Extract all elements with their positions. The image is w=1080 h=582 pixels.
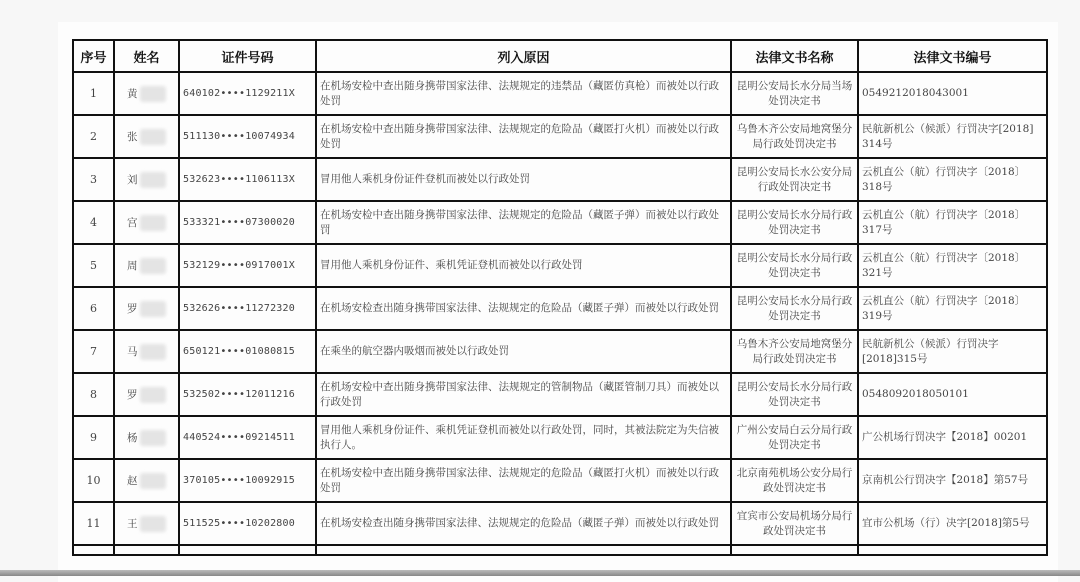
legal-document-name-text: 昆明公安局长水分局行政处罚决定书 — [736, 294, 853, 322]
table-row-partial — [73, 545, 1047, 555]
row-number — [73, 373, 114, 416]
id-number-text: 532626••••11272320 — [183, 303, 295, 314]
listing-reason-text: 在机场安检中查出随身携带国家法律、法规规定的危险品（藏匿打火机）而被处以行政处罚 — [320, 466, 719, 494]
page-edge-shadow — [0, 570, 1080, 576]
legal-document-number-text: 广公机场行罚决字【2018】00201 — [862, 431, 1028, 443]
table-row — [73, 330, 1047, 373]
person-name — [114, 72, 179, 115]
table-row — [73, 287, 1047, 330]
person-name-text: 王 — [127, 517, 138, 530]
id-number-text: 532129••••0917001X — [183, 260, 295, 271]
legal-document-name — [731, 416, 858, 459]
legal-document-name — [731, 330, 858, 373]
listing-reason — [316, 502, 731, 545]
legal-document-number — [858, 416, 1047, 459]
listing-reason-text: 在机场安检查出随身携带国家法律、法规规定的危险品（藏匿子弹）而被处以行政处罚 — [320, 302, 719, 314]
redaction-blur — [140, 516, 166, 532]
table-row — [73, 373, 1047, 416]
legal-document-name-text: 乌鲁木齐公安局地窝堡分局行政处罚决定书 — [736, 122, 853, 150]
row-number — [73, 330, 114, 373]
redaction-blur — [140, 344, 166, 360]
person-name-text: 赵 — [127, 474, 138, 487]
id-number-text: 370105••••10092915 — [183, 475, 295, 486]
person-name — [114, 115, 179, 158]
legal-document-number — [858, 244, 1047, 287]
legal-document-name-text: 昆明公安局长水分局当场处罚决定书 — [736, 79, 853, 107]
legal-document-number-text: 云机直公（航）行罚决字〔2018〕317号 — [862, 208, 1026, 236]
listing-reason-text: 在机场安检中查出随身携带国家法律、法规规定的危险品（藏匿打火机）而被处以行政处罚 — [320, 122, 719, 150]
person-name-text: 马 — [127, 345, 138, 358]
legal-document-number — [858, 72, 1047, 115]
table-header-row — [73, 40, 1047, 72]
listing-reason — [316, 158, 731, 201]
row-number-text: 11 — [86, 517, 101, 530]
table-row — [73, 201, 1047, 244]
redaction-blur — [140, 129, 166, 145]
listing-reason — [316, 287, 731, 330]
empty-cell — [73, 545, 114, 555]
row-number-text: 9 — [90, 431, 97, 444]
row-number — [73, 158, 114, 201]
id-number-text: 511525••••10202800 — [183, 518, 295, 529]
id-number — [179, 158, 316, 201]
person-name — [114, 158, 179, 201]
legal-document-number-text: 0549212018043001 — [862, 87, 969, 99]
row-number-text: 5 — [90, 259, 97, 272]
person-name — [114, 201, 179, 244]
row-number — [73, 244, 114, 287]
legal-document-number — [858, 502, 1047, 545]
person-name-text: 罗 — [127, 388, 138, 401]
row-number — [73, 287, 114, 330]
row-number-text: 2 — [90, 130, 97, 143]
legal-document-name-text: 昆明公安局长水分局行政处罚决定书 — [736, 251, 853, 279]
legal-document-number-text: 民航新机公（候派）行罚决字[2018]315号 — [862, 337, 999, 365]
id-number — [179, 330, 316, 373]
redaction-blur — [140, 86, 166, 102]
row-number-text: 1 — [90, 87, 97, 100]
header-reason: 列入原因 — [316, 40, 731, 72]
legal-document-number — [858, 330, 1047, 373]
person-name-text: 刘 — [127, 173, 138, 186]
id-number-text: 640102••••1129211X — [183, 88, 295, 99]
person-name-text: 罗 — [127, 302, 138, 315]
row-number-text: 8 — [90, 388, 97, 401]
person-name-text: 杨 — [127, 431, 138, 444]
person-name — [114, 330, 179, 373]
legal-document-number — [858, 287, 1047, 330]
listing-reason-text: 在机场安检查出随身携带国家法律、法规规定的危险品（藏匿子弹）而被处以行政处罚 — [320, 517, 719, 529]
row-number — [73, 72, 114, 115]
person-name — [114, 244, 179, 287]
legal-document-name — [731, 373, 858, 416]
listing-reason-text: 在机场安检中查出随身携带国家法律、法规规定的管制物品（藏匿管制刀具）而被处以行政处罚 — [320, 380, 719, 408]
listing-reason — [316, 244, 731, 287]
legal-document-number-text: 宜市公机场（行）决字[2018]第5号 — [862, 517, 1030, 529]
listing-reason — [316, 201, 731, 244]
empty-cell — [114, 545, 179, 555]
legal-document-name-text: 昆明公安局长水分局行政处罚决定书 — [736, 380, 853, 408]
person-name-text: 周 — [127, 259, 138, 272]
header-no: 序号 — [73, 40, 114, 72]
listing-reason — [316, 115, 731, 158]
table-row — [73, 416, 1047, 459]
id-number-text: 533321••••07300020 — [183, 217, 295, 228]
empty-cell — [179, 545, 316, 555]
person-name — [114, 287, 179, 330]
id-number — [179, 416, 316, 459]
person-name — [114, 502, 179, 545]
listing-reason-text: 在乘坐的航空器内吸烟而被处以行政处罚 — [320, 345, 509, 357]
row-number — [73, 502, 114, 545]
redaction-blur — [140, 430, 166, 446]
redaction-blur — [140, 473, 166, 489]
listing-reason — [316, 72, 731, 115]
row-number-text: 3 — [90, 173, 97, 186]
person-name-text: 张 — [127, 130, 138, 143]
legal-document-name-text: 昆明公安局长水公安分局行政处罚决定书 — [736, 165, 853, 193]
id-number-text: 511130••••10074934 — [183, 131, 295, 142]
legal-document-name-text: 昆明公安局长水分局行政处罚决定书 — [736, 208, 853, 236]
row-number — [73, 459, 114, 502]
legal-document-number-text: 云机直公（航）行罚决字〔2018〕319号 — [862, 294, 1026, 322]
redaction-blur — [140, 301, 166, 317]
id-number — [179, 115, 316, 158]
redaction-blur — [140, 172, 166, 188]
listing-reason-text: 冒用他人乘机身份证件、乘机凭证登机而被处以行政处罚，同时，其被法院定为失信被执行人。 — [320, 423, 719, 451]
legal-document-number — [858, 459, 1047, 502]
empty-cell — [731, 545, 858, 555]
person-name — [114, 373, 179, 416]
legal-document-name — [731, 244, 858, 287]
legal-document-name-text: 乌鲁木齐公安局地窝堡分局行政处罚决定书 — [736, 337, 853, 365]
id-number — [179, 201, 316, 244]
table-row — [73, 158, 1047, 201]
row-number — [73, 416, 114, 459]
legal-document-number — [858, 158, 1047, 201]
id-number — [179, 72, 316, 115]
table-row — [73, 459, 1047, 502]
row-number-text: 6 — [90, 302, 97, 315]
person-name-text: 黄 — [127, 87, 138, 100]
legal-document-number-text: 京南机公行罚决字【2018】第57号 — [862, 474, 1029, 486]
listing-reason-text: 冒用他人乘机身份证件、乘机凭证登机而被处以行政处罚 — [320, 259, 583, 271]
legal-document-number-text: 民航新机公（候派）行罚决字[2018] 314号 — [862, 122, 1034, 150]
legal-document-name-text: 北京南苑机场公安分局行政处罚决定书 — [736, 466, 853, 494]
listing-reason — [316, 416, 731, 459]
legal-document-name — [731, 459, 858, 502]
table-row — [73, 502, 1047, 545]
legal-document-name — [731, 287, 858, 330]
empty-cell — [858, 545, 1047, 555]
id-number-text: 440524••••09214511 — [183, 432, 295, 443]
listing-reason — [316, 373, 731, 416]
row-number — [73, 201, 114, 244]
header-id: 证件号码 — [179, 40, 316, 72]
row-number-text: 4 — [90, 216, 97, 229]
header-doc-name: 法律文书名称 — [731, 40, 858, 72]
row-number — [73, 115, 114, 158]
legal-document-number-text: 云机直公（航）行罚决字〔2018〕318号 — [862, 165, 1026, 193]
id-number — [179, 502, 316, 545]
legal-document-number — [858, 201, 1047, 244]
legal-document-number — [858, 373, 1047, 416]
row-number-text: 10 — [86, 474, 101, 487]
legal-document-number-text: 0548092018050101 — [862, 388, 969, 400]
listing-reason — [316, 330, 731, 373]
listing-reason-text: 冒用他人乘机身份证件登机而被处以行政处罚 — [320, 173, 530, 185]
id-number-text: 650121••••01080815 — [183, 346, 295, 357]
row-number-text: 7 — [90, 345, 97, 358]
legal-document-number-text: 云机直公（航）行罚决字〔2018〕321号 — [862, 251, 1026, 279]
legal-document-number — [858, 115, 1047, 158]
listing-reason-text: 在机场安检中查出随身携带国家法律、法规规定的违禁品（藏匿仿真枪）而被处以行政处罚 — [320, 79, 719, 107]
legal-document-name-text: 宜宾市公安局机场分局行政处罚决定书 — [736, 509, 853, 537]
blacklist-table — [72, 39, 1048, 556]
person-name-text: 宫 — [127, 216, 138, 229]
id-number — [179, 244, 316, 287]
redaction-blur — [140, 215, 166, 231]
listing-reason-text: 在机场安检中查出随身携带国家法律、法规规定的危险品（藏匿子弹）而被处以行政处罚 — [320, 208, 719, 236]
person-name — [114, 416, 179, 459]
person-name — [114, 459, 179, 502]
table-row — [73, 72, 1047, 115]
table-row — [73, 244, 1047, 287]
id-number — [179, 459, 316, 502]
empty-cell — [316, 545, 731, 555]
id-number-text: 532502••••12011216 — [183, 389, 295, 400]
legal-document-name — [731, 115, 858, 158]
legal-document-name — [731, 158, 858, 201]
id-number — [179, 287, 316, 330]
redaction-blur — [140, 258, 166, 274]
table-row — [73, 115, 1047, 158]
legal-document-name — [731, 72, 858, 115]
id-number-text: 532623••••1106113X — [183, 174, 295, 185]
id-number — [179, 373, 316, 416]
legal-document-name — [731, 502, 858, 545]
legal-document-name-text: 广州公安局白云分局行政处罚决定书 — [736, 423, 853, 451]
header-doc-no: 法律文书编号 — [858, 40, 1047, 72]
redaction-blur — [140, 387, 166, 403]
legal-document-name — [731, 201, 858, 244]
header-name: 姓名 — [114, 40, 179, 72]
listing-reason — [316, 459, 731, 502]
